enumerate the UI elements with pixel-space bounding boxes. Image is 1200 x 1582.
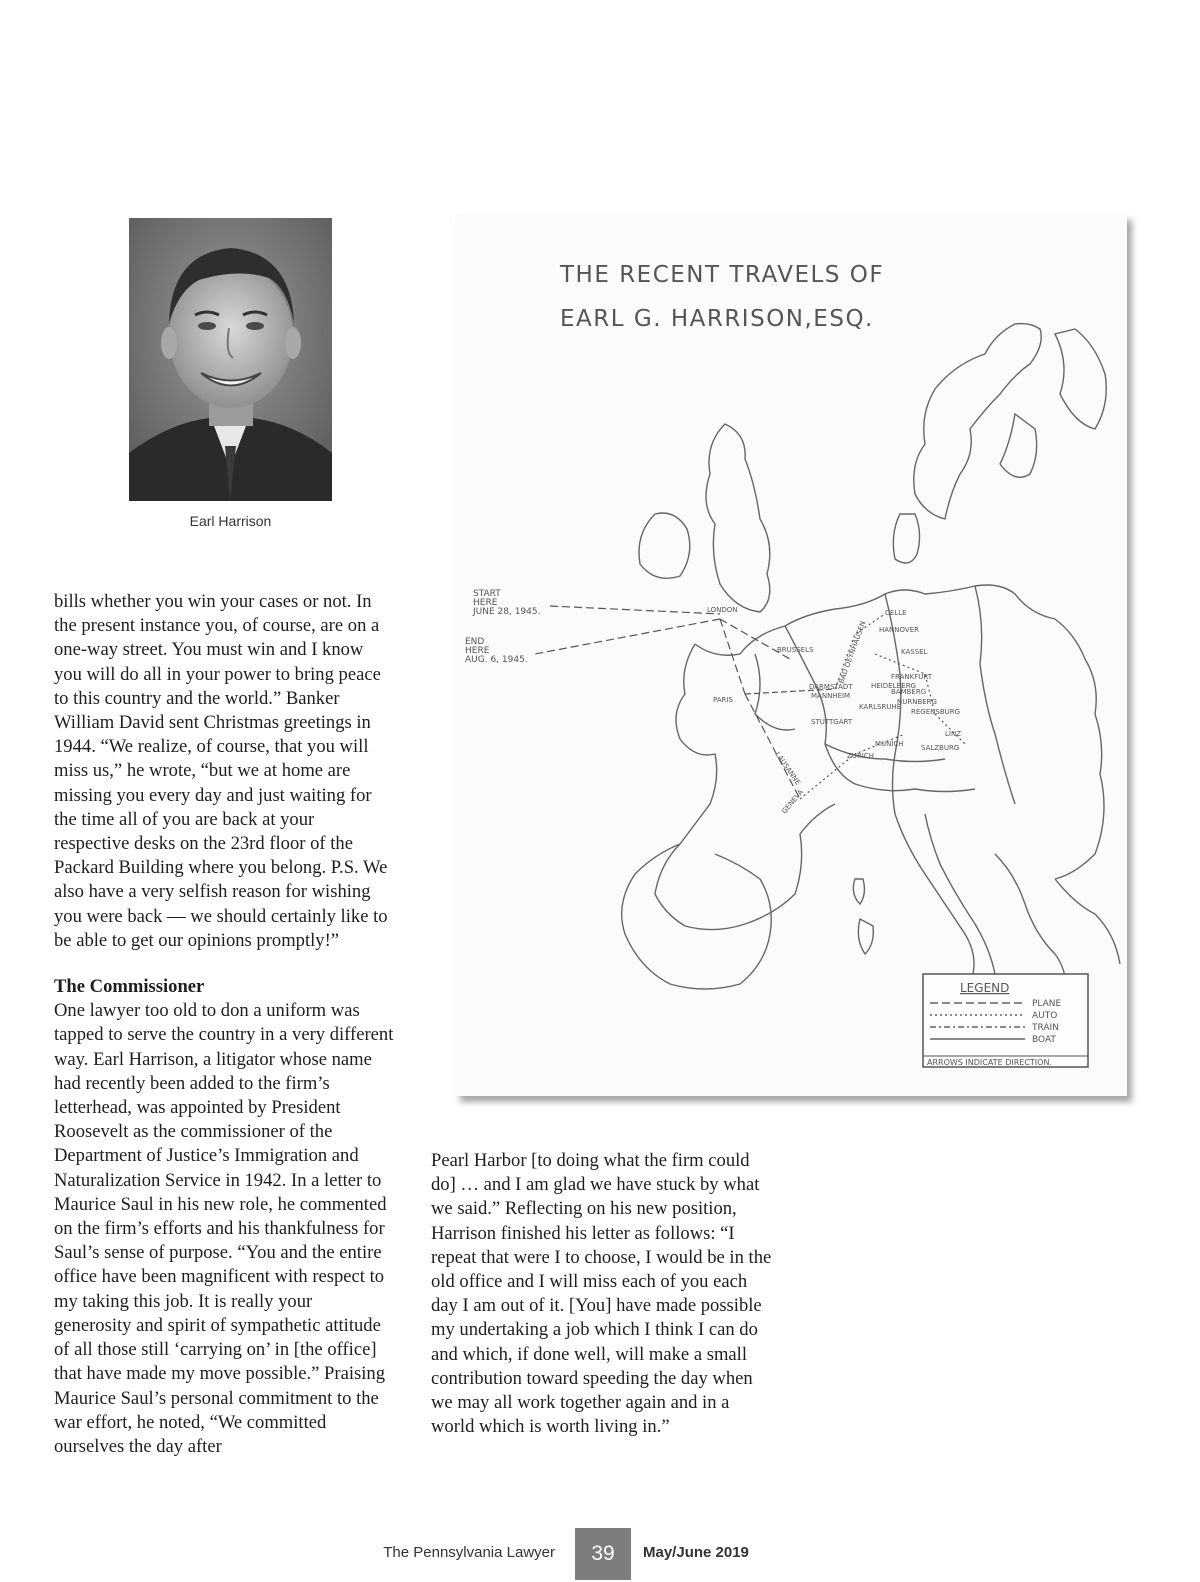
svg-text:END: END bbox=[465, 637, 485, 647]
page-footer bbox=[0, 1528, 1200, 1580]
city-brussels: BRUSSELS bbox=[777, 646, 814, 654]
city-nurnberg: NURNBERG bbox=[897, 698, 937, 706]
svg-text:HERE: HERE bbox=[473, 598, 498, 608]
city-regensburg: REGENSBURG bbox=[911, 708, 961, 716]
svg-text:JUNE 28, 1945.: JUNE 28, 1945. bbox=[473, 607, 541, 617]
article-paragraph: One lawyer too old to don a uniform was tapped to serve the country in a very different way. Earl Harrison, a litigator whose name had recently been added to the firm’s letterhead, was appointed by President Roosevelt as the commissioner of the Department of Justice’s Immigration and Naturalization Service in 1942. In a letter to Maurice Saul in his new role, he commented on the firm’s efforts and his thankfulness for Saul’s sense of purpose. “You and the entire office have been magnificent with respect to my taking this job. It is really your generosity and spirit of sympathetic attitude of all those still ‘carrying on’ in [the office] that have made my move possible.” Praising Maurice Saul’s personal commitment to the war effort, he noted, “We committed ourselves the day after bbox=[54, 1000, 394, 1457]
europe-map bbox=[455, 214, 1127, 1096]
legend-auto: AUTO bbox=[1032, 1011, 1058, 1021]
city-labels bbox=[707, 606, 961, 815]
issue-date: May/June 2019 bbox=[643, 1544, 749, 1561]
city-karlsruhe: KARLSRUHE bbox=[859, 703, 902, 711]
city-mannheim: MANNHEIM bbox=[811, 692, 851, 700]
svg-text:HERE: HERE bbox=[465, 646, 490, 656]
article-column-left bbox=[54, 590, 394, 1459]
end-label bbox=[465, 637, 528, 665]
section-heading: The Commissioner bbox=[54, 976, 205, 998]
map-title-line2: EARL G. HARRISON,ESQ. bbox=[560, 306, 874, 332]
legend-title: LEGEND bbox=[960, 981, 1010, 995]
city-london: LONDON bbox=[707, 606, 738, 614]
city-stuttgart: STUTTGART bbox=[811, 718, 853, 726]
city-celle: CELLE bbox=[885, 609, 907, 617]
city-zurich: ZURICH bbox=[847, 752, 874, 760]
city-kassel: KASSEL bbox=[901, 648, 928, 656]
map-title-line1: THE RECENT TRAVELS OF bbox=[560, 262, 885, 288]
svg-text:AUG. 6, 1945.: AUG. 6, 1945. bbox=[465, 655, 528, 665]
city-darmstadt: DARMSTADT bbox=[809, 683, 853, 691]
portrait-photo bbox=[129, 218, 332, 501]
article-paragraph: Pearl Harbor [to doing what the firm could do] … and I am glad we have stuck by what we said.” Reflecting on his new position, Harrison finished his letter as follows: “I repeat that were I to choose, I would be in the old office and I will miss each of you each day I am out of it. [You] have made possible my undertaking a job which I think I can do and which, if done well, will make a small contribution toward speeding the day when we may all work together again and in a world which is worth living in.” bbox=[431, 1150, 772, 1438]
publication-name: The Pennsylvania Lawyer bbox=[383, 1544, 555, 1561]
city-linz: LINZ bbox=[945, 730, 961, 738]
city-bamberg: BAMBERG bbox=[891, 688, 927, 696]
city-lausanne: LAUSANNE bbox=[773, 750, 802, 787]
city-munich: MUNICH bbox=[875, 740, 904, 748]
map-legend bbox=[923, 974, 1088, 1067]
city-geneva: GENEVA bbox=[780, 788, 805, 816]
article-paragraph: bills whether you win your cases or not. In the present instance you, of course, are on a one-way street. You must win and I know you will do all in your power to bring peace to this country and the world.” Banker William David sent Christmas greetings in 1944. “We realize, of course, that you will miss us,” he wrote, “but we at home are missing you every day and just waiting for the time all of you are back at your respective desks on the 23rd floor of the Packard Building where you belong. P.S. We also have a very selfish reason for wishing you were back — we should certainly like to be able to get our opinions promptly!” bbox=[54, 591, 388, 951]
city-hannover: HANNOVER bbox=[879, 626, 919, 634]
city-bad-oeynhausen: BAD OEYNHAUSEN bbox=[837, 619, 868, 685]
start-label bbox=[472, 589, 540, 617]
article-column-middle bbox=[431, 1149, 776, 1439]
city-heidelberg: HEIDELBERG bbox=[871, 682, 916, 690]
city-salzburg: SALZBURG bbox=[921, 744, 960, 752]
travel-map-figure bbox=[455, 214, 1127, 1096]
legend-train: TRAIN bbox=[1032, 1023, 1059, 1033]
legend-plane: PLANE bbox=[1032, 999, 1062, 1009]
page-number: 39 bbox=[575, 1528, 631, 1580]
legend-note: ARROWS INDICATE DIRECTION. bbox=[927, 1058, 1052, 1067]
map-coastlines bbox=[622, 324, 1120, 1027]
photo-caption: Earl Harrison bbox=[189, 513, 272, 529]
city-paris: PARIS bbox=[713, 696, 733, 704]
svg-text:START: START bbox=[473, 589, 501, 599]
portrait-illustration bbox=[129, 218, 332, 501]
legend-boat: BOAT bbox=[1032, 1035, 1056, 1045]
city-frankfurt: FRANKFURT bbox=[891, 673, 933, 681]
